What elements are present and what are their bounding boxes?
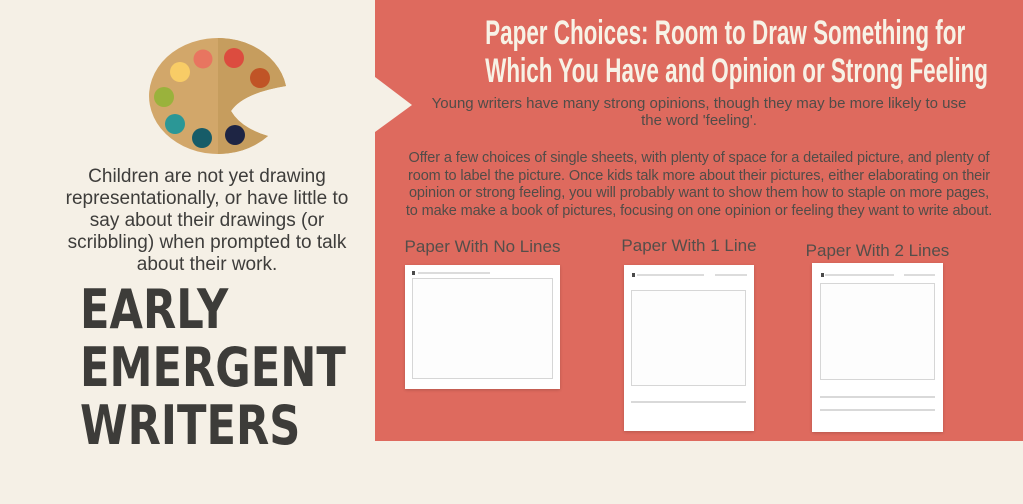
paper-name-line: [825, 274, 894, 276]
paper-name-line: [418, 272, 490, 274]
paint-palette-icon: [145, 35, 295, 160]
headline: [80, 278, 412, 457]
panel-title: [375, 14, 1023, 90]
paper-bullet-dot: [821, 273, 824, 277]
writing-line-2: [820, 409, 935, 411]
paper-2-lines-illustration: [812, 263, 943, 432]
paper-date-line: [904, 274, 935, 276]
panel-subtitle: Young writers have many strong opinions, though they may be more likely to use the word 'feeling'.: [431, 95, 967, 129]
paper-bullet-dot: [632, 273, 635, 277]
paper-label-1-line: Paper With 1 Line: [621, 236, 757, 255]
paint-palette-graphic: [145, 35, 295, 160]
panel-title-line-1: Paper Choices: Room to Draw Something for: [485, 14, 966, 52]
paper-no-lines-illustration: [405, 265, 560, 389]
headline-line-1: EARLY: [80, 278, 229, 341]
writing-line-1: [820, 396, 935, 398]
paper-drawing-area: [820, 283, 935, 380]
headline-line-3: WRITERS: [80, 394, 301, 457]
paper-date-line: [715, 274, 747, 276]
panel-body-text: Offer a few choices of single sheets, with plenty of space for a detailed picture, and plenty of room to label the picture. Once kids talk more about their pictures, either elaborating on their opinion or strong feeling, you will probably want to show them how to staple on more pages, to make make a book of pictures, focusing on one opinion or feeling they want to write about.: [405, 150, 993, 219]
paper-1-line-illustration: [624, 265, 754, 431]
paper-label-2-lines: Paper With 2 Lines: [805, 241, 950, 260]
paper-label-no-lines: Paper With No Lines: [404, 237, 561, 256]
left-description: Children are not yet drawing representationally, or have little to say about their drawings (or scribbling) when prompted to talk about their work.: [65, 166, 349, 275]
paper-bullet-dot: [412, 271, 415, 275]
paper-drawing-area: [631, 290, 746, 386]
paper-drawing-area: [412, 278, 553, 379]
writing-line-1: [631, 401, 746, 403]
paper-name-line: [637, 274, 704, 276]
panel-title-line-2: Which You Have and Opinion or Strong Feeling: [485, 52, 989, 90]
headline-line-2: EMERGENT: [80, 336, 346, 399]
